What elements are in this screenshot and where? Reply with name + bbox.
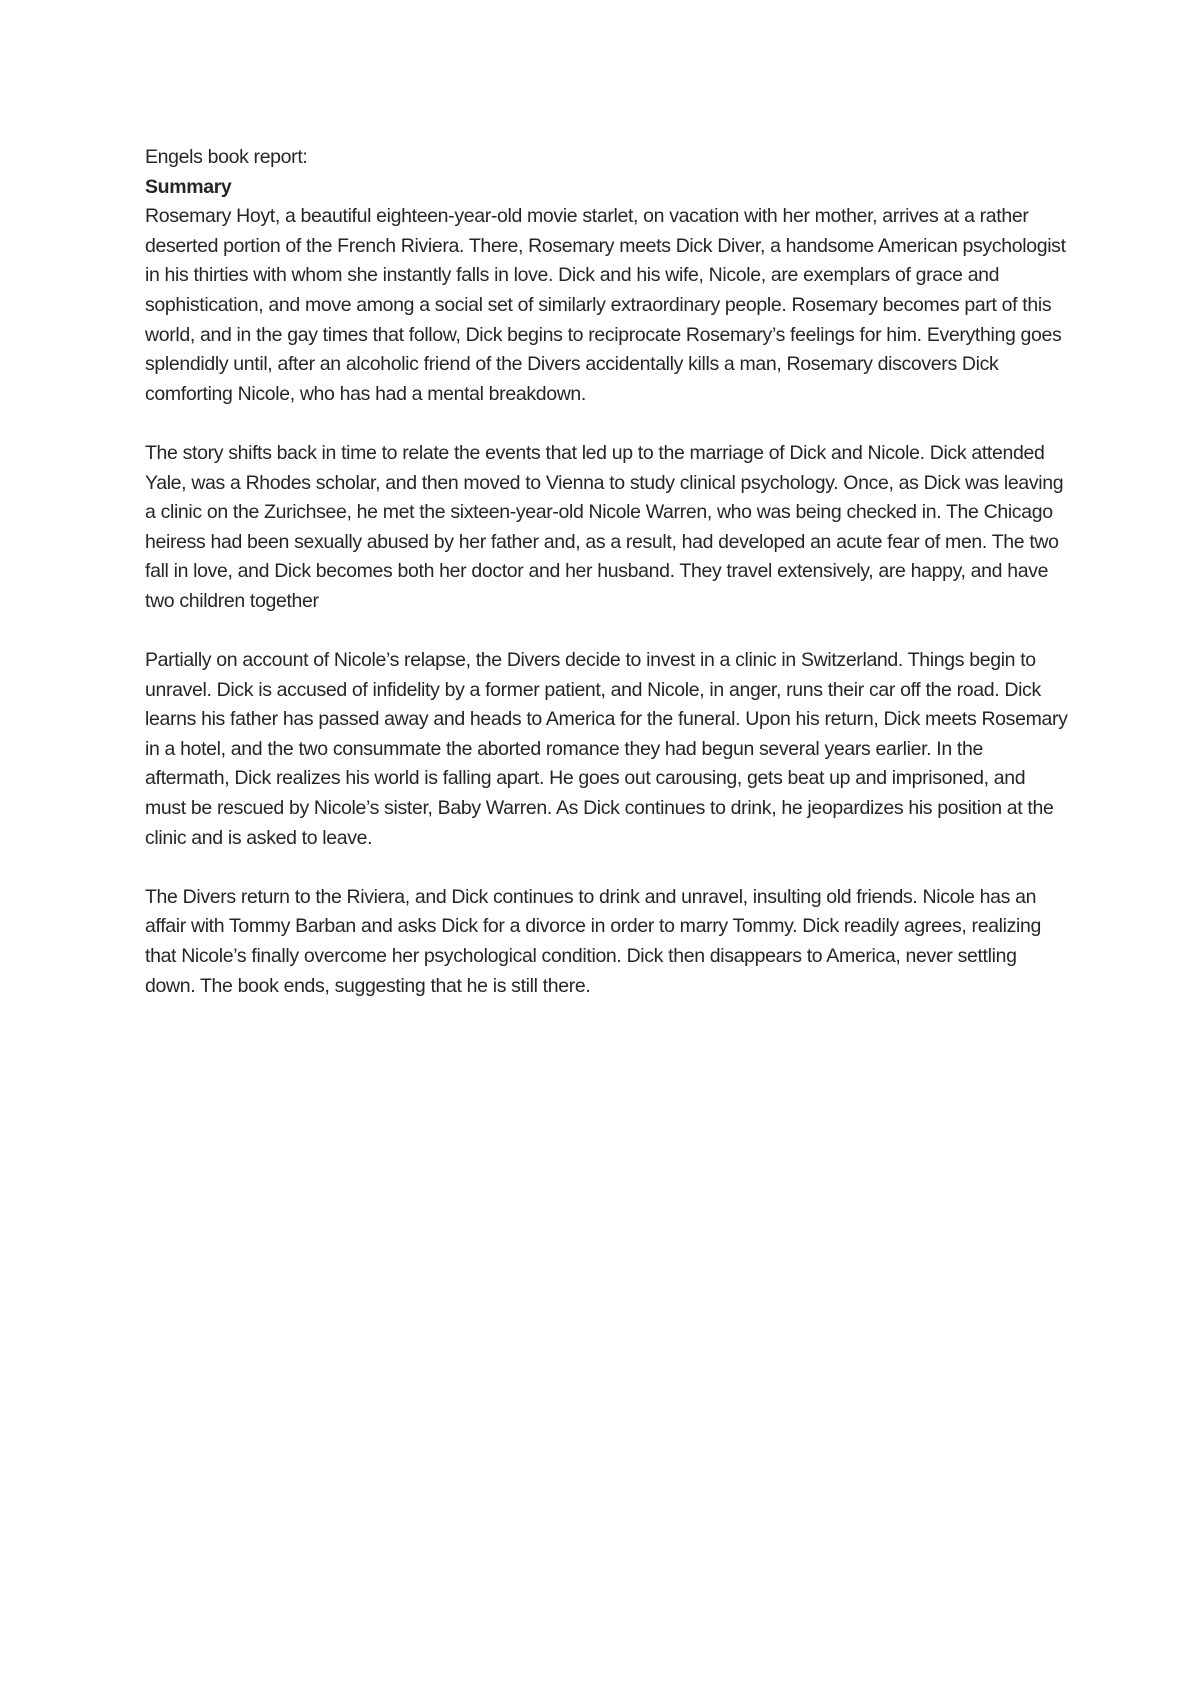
paragraph: The story shifts back in time to relate the events that led up to the marriage of Dick and Nicole. Dick attended Yale, was a Rhodes scholar, and then moved to Vienna to study clinical psychology. Once, as Dick was leaving a clinic on the Zurichsee, he met the sixteen-year-old Nicole Warren, who was being checked in. The Chicago heiress had been sexually abused by her father and, as a result, had developed an acute fear of men. The two fall in love, and Dick becomes both her doctor and her husband. They travel extensively, are happy, and have two children together xyxy=(145,441,1064,612)
paragraph: The Divers return to the Riviera, and Dick continues to drink and unravel, insulting old friends. Nicole has an affair with Tommy Barban and asks Dick for a divorce in order to marry Tommy. Dick readily agrees, realizing that Nicole’s finally overcome her psychological condition. Dick then disappears to America, never settling down. The book ends, suggesting that he is still there. xyxy=(145,885,1042,997)
document-body xyxy=(145,143,1070,1031)
document-title: Engels book report: xyxy=(145,146,308,168)
paragraph: Partially on account of Nicole’s relapse, the Divers decide to invest in a clinic in Switzerland. Things begin to unravel. Dick is accused of infidelity by a former patient, and Nicole, in anger, runs their car off the road. Dick learns his father has passed away and heads to America for the funeral. Upon his return, Dick meets Rosemary in a hotel, and the two consummate the aborted romance they had begun several years earlier. In the aftermath, Dick realizes his world is falling apart. He goes out carousing, gets beat up and imprisoned, and must be rescued by Nicole’s sister, Baby Warren. As Dick continues to drink, he jeopardizes his position at the clinic and is asked to leave. xyxy=(145,649,1068,849)
paragraph: Rosemary Hoyt, a beautiful eighteen-year-old movie starlet, on vacation with her mother, arrives at a rather deserted portion of the French Riviera. There, Rosemary meets Dick Diver, a handsome American psychologist in his thirties with whom she instantly falls in love. Dick and his wife, Nicole, are exemplars of grace and sophistication, and move among a social set of similarly extraordinary people. Rosemary becomes part of this world, and in the gay times that follow, Dick begins to reciprocate Rosemary’s feelings for him. Everything goes splendidly until, after an alcoholic friend of the Divers accidentally kills a man, Rosemary discovers Dick comforting Nicole, who has had a mental breakdown. xyxy=(145,205,1066,405)
summary-heading: Summary xyxy=(145,175,232,198)
